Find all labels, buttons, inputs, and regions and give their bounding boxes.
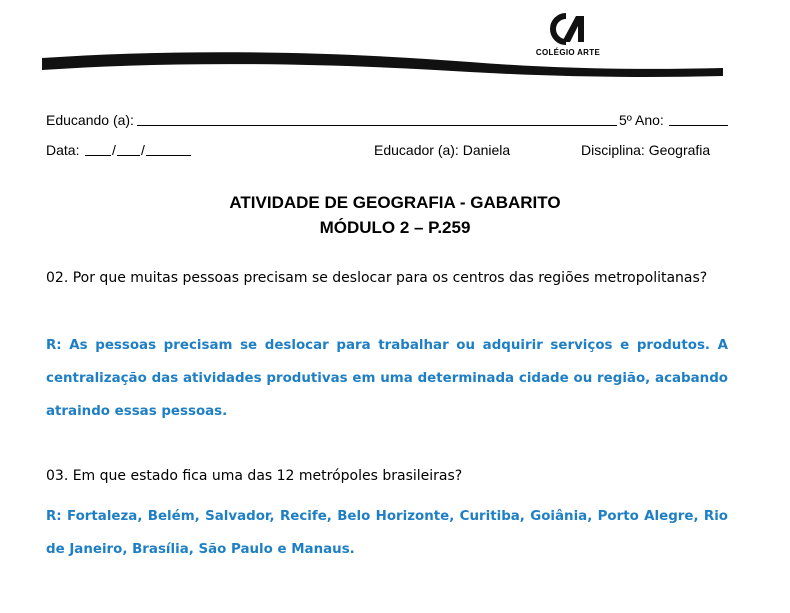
date-day-line[interactable] xyxy=(85,142,111,156)
date-separator: / xyxy=(141,142,145,158)
student-label: Educando (a): xyxy=(46,112,134,128)
date-label: Data: xyxy=(46,142,80,158)
date-year-line[interactable] xyxy=(146,142,191,156)
page-title: ATIVIDADE DE GEOGRAFIA - GABARITO xyxy=(229,193,561,212)
page-subtitle: MÓDULO 2 – P.259 xyxy=(319,218,471,237)
question-text: 03. Em que estado fica uma das 12 metrópoles brasileiras? xyxy=(46,468,463,484)
grade-line[interactable] xyxy=(669,112,728,126)
date-month-line[interactable] xyxy=(117,142,140,156)
question-text: 02. Por que muitas pessoas precisam se deslocar para os centros das regiões metropolitanas? xyxy=(46,270,708,286)
subject-label: Disciplina: Geografia xyxy=(581,142,711,158)
answer-text: R: Fortaleza, Belém, Salvador, Recife, Belo Horizonte, Curitiba, Goiânia, Porto Alegre, Rio de Janeiro, Brasília, São Paulo e Manaus. xyxy=(46,509,728,557)
school-logo xyxy=(532,12,612,64)
header-swoosh xyxy=(40,48,725,88)
student-row xyxy=(46,112,736,130)
grade-label: 5º Ano: xyxy=(619,112,664,128)
date-separator: / xyxy=(112,142,116,158)
info-row xyxy=(46,142,736,160)
school-name: COLÉGIO ARTE xyxy=(535,48,601,57)
answer-text: R: As pessoas precisam se deslocar para trabalhar ou adquirir serviços e produtos. A centralização das atividades produtivas em uma determinada cidade ou região, acabando atraindo essas pessoas. xyxy=(46,338,728,419)
ca-monogram-icon xyxy=(546,12,590,46)
educator-label: Educador (a): Daniela xyxy=(374,142,511,158)
student-name-line[interactable] xyxy=(137,112,617,126)
